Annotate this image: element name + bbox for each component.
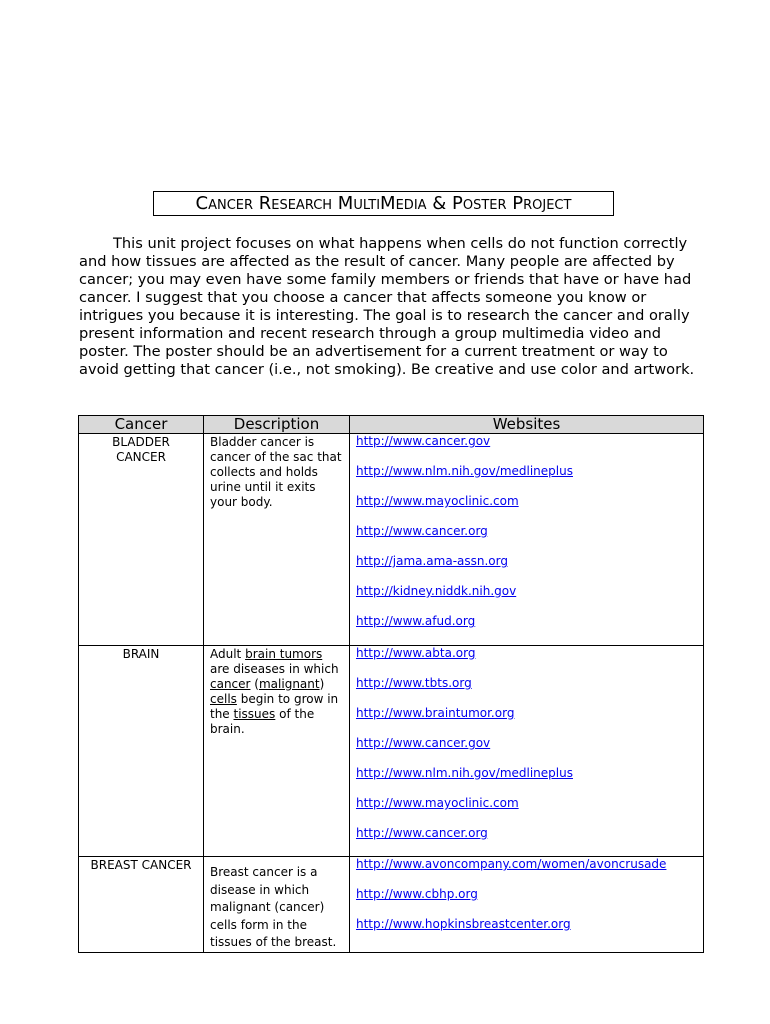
website-link[interactable]: http://www.braintumor.org	[356, 706, 515, 720]
header-description: Description	[204, 416, 350, 434]
website-link[interactable]: http://www.avoncompany.com/women/avoncrusade	[356, 857, 667, 871]
table-row	[79, 857, 704, 953]
website-link[interactable]: http://jama.ama-assn.org	[356, 554, 508, 568]
cancer-name: BRAIN	[79, 646, 204, 857]
website-link[interactable]: http://www.cancer.org	[356, 524, 488, 538]
cancer-name: BLADDER CANCER	[79, 434, 204, 646]
website-link[interactable]: http://www.cancer.gov	[356, 434, 491, 448]
website-link[interactable]: http://www.tbts.org	[356, 676, 472, 690]
website-link[interactable]: http://www.cancer.gov	[356, 736, 491, 750]
term-link[interactable]: malignant	[258, 677, 320, 691]
term-link[interactable]: brain tumors	[245, 647, 323, 661]
cancer-description: Bladder cancer is cancer of the sac that collects and holds urine until it exits your body.	[204, 434, 350, 646]
term-link[interactable]: cells	[210, 692, 237, 706]
header-cancer: Cancer	[79, 416, 204, 434]
website-link[interactable]: http://www.cbhp.org	[356, 887, 478, 901]
cancer-table	[78, 415, 704, 953]
website-link[interactable]: http://www.nlm.nih.gov/medlineplus	[356, 464, 573, 478]
header-websites: Websites	[350, 416, 704, 434]
term-link[interactable]: tissues	[233, 707, 276, 721]
cancer-name: BREAST CANCER	[79, 857, 204, 953]
table-row	[79, 646, 704, 857]
page-title: Cancer Research MultiMedia & Poster Project	[153, 191, 614, 216]
website-link[interactable]: http://www.mayoclinic.com	[356, 796, 519, 810]
cancer-description: Breast cancer is a disease in which malignant (cancer) cells form in the tissues of the breast.	[204, 857, 350, 953]
term-link[interactable]: cancer	[210, 677, 251, 691]
website-link[interactable]: http://www.hopkinsbreastcenter.org	[356, 917, 571, 931]
table-header-row	[79, 416, 704, 434]
website-list	[350, 646, 704, 857]
website-link[interactable]: http://www.abta.org	[356, 646, 476, 660]
cancer-description: Adult brain tumors are diseases in which cancer (malignant) cells begin to grow in the tissues of the brain.	[204, 646, 350, 857]
intro-paragraph: This unit project focuses on what happens when cells do not function correctly and how tissues are affected as the result of cancer. Many people are affected by cancer; you may even have some family members or friends that have or have had cancer. I suggest that you choose a cancer that affects someone you know or intrigues you because it is interesting. The goal is to research the cancer and orally present information and recent research through a group multimedia video and poster. The poster should be an advertisement for a current treatment or way to avoid getting that cancer (i.e., not smoking). Be creative and use color and artwork.	[79, 235, 695, 378]
website-link[interactable]: http://www.afud.org	[356, 614, 476, 628]
website-link[interactable]: http://www.cancer.org	[356, 826, 488, 840]
website-link[interactable]: http://kidney.niddk.nih.gov	[356, 584, 517, 598]
website-list	[350, 857, 704, 953]
website-link[interactable]: http://www.nlm.nih.gov/medlineplus	[356, 766, 573, 780]
website-list	[350, 434, 704, 646]
website-link[interactable]: http://www.mayoclinic.com	[356, 494, 519, 508]
table-row	[79, 434, 704, 646]
